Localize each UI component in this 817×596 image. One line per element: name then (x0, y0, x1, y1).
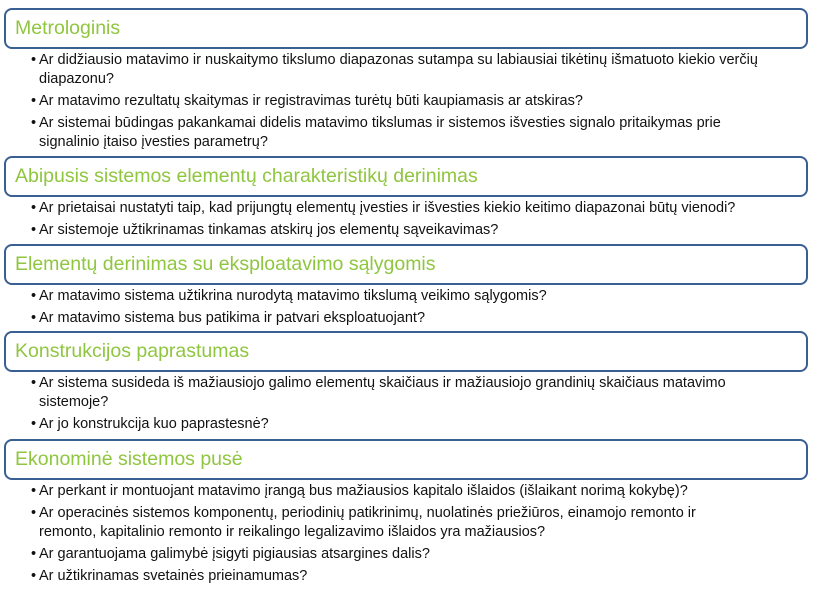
section-header-paprastumas (4, 331, 808, 372)
list-item (31, 51, 801, 89)
section-items (31, 199, 811, 240)
bullet: • (31, 288, 37, 304)
list-item (31, 221, 811, 240)
item-text: Ar jo konstrukcija kuo paprastesnė? (39, 416, 269, 432)
bullet: • (31, 200, 37, 216)
section-header-ekonomine (4, 439, 808, 480)
list-item (31, 114, 801, 152)
section-header-derinimas (4, 156, 808, 197)
bullet: • (31, 505, 37, 521)
bullet: • (31, 483, 37, 499)
section-header-metrologinis (4, 8, 808, 49)
bullet: • (31, 568, 37, 584)
item-text: Ar perkant ir montuojant matavimo įrangą bus mažiausios kapitalo išlaidos (išlaikant norimą kokybę)? (39, 483, 688, 499)
bullet: • (31, 546, 37, 562)
section-items (31, 374, 801, 434)
item-text: Ar matavimo sistema bus patikima ir patvari eksploatuojant? (39, 310, 426, 326)
section-title: Metrologinis (15, 17, 121, 39)
bullet: • (31, 115, 37, 131)
list-item (31, 374, 801, 412)
list-item (31, 287, 801, 306)
list-item (31, 199, 811, 218)
section-items (31, 482, 801, 586)
section-items (31, 51, 801, 152)
item-text: Ar matavimo sistema užtikrina nurodytą matavimo tikslumą veikimo sąlygomis? (39, 288, 547, 304)
item-text: Ar sistemoje užtikrinamas tinkamas atskirų jos elementų sąveikavimas? (39, 222, 499, 238)
bullet: • (31, 93, 37, 109)
item-text: Ar sistema susideda iš mažiausiojo galimo elementų skaičiaus ir mažiausiojo grandinių skaičiaus matavimo sistemoje? (39, 375, 726, 410)
list-item (31, 415, 801, 434)
list-item (31, 567, 801, 586)
bullet: • (31, 310, 37, 326)
list-item (31, 545, 801, 564)
list-item (31, 504, 801, 542)
item-text: Ar garantuojama galimybė įsigyti pigiausias atsargines dalis? (39, 546, 430, 562)
section-header-eksploatavimas (4, 244, 808, 285)
list-item (31, 92, 801, 111)
item-text: Ar didžiausio matavimo ir nuskaitymo tikslumo diapazonas sutampa su labiausiai tikėtinų išmatuoto kiekio verčių diapazonu? (39, 52, 758, 87)
bullet: • (31, 52, 37, 68)
bullet: • (31, 222, 37, 238)
item-text: Ar operacinės sistemos komponentų, periodinių patikrinimų, nuolatinės priežiūros, einamojo remonto ir remonto, kapitalinio remonto ir reikalingo legalizavimo išlaidos yra mažiausios? (39, 505, 696, 540)
bullet: • (31, 416, 37, 432)
section-title: Abipusis sistemos elementų charakteristikų derinimas (15, 165, 478, 187)
section-items (31, 287, 801, 328)
list-item (31, 309, 801, 328)
item-text: Ar matavimo rezultatų skaitymas ir registravimas turėtų būti kaupiamasis ar atskiras? (39, 93, 583, 109)
list-item (31, 482, 801, 501)
section-title: Elementų derinimas su eksploatavimo sąlygomis (15, 253, 436, 275)
section-title: Ekonominė sistemos pusė (15, 448, 243, 470)
section-title: Konstrukcijos paprastumas (15, 340, 250, 362)
bullet: • (31, 375, 37, 391)
item-text: Ar prietaisai nustatyti taip, kad prijungtų elementų įvesties ir išvesties kiekio keitimo diapazonai būtų vienodi? (39, 200, 736, 216)
item-text: Ar užtikrinamas svetainės prieinamumas? (39, 568, 308, 584)
item-text: Ar sistemai būdingas pakankamai didelis matavimo tikslumas ir sistemos išvesties signalo pritaikymas prie signalinio įtaiso įvesties parametrų? (39, 115, 721, 150)
